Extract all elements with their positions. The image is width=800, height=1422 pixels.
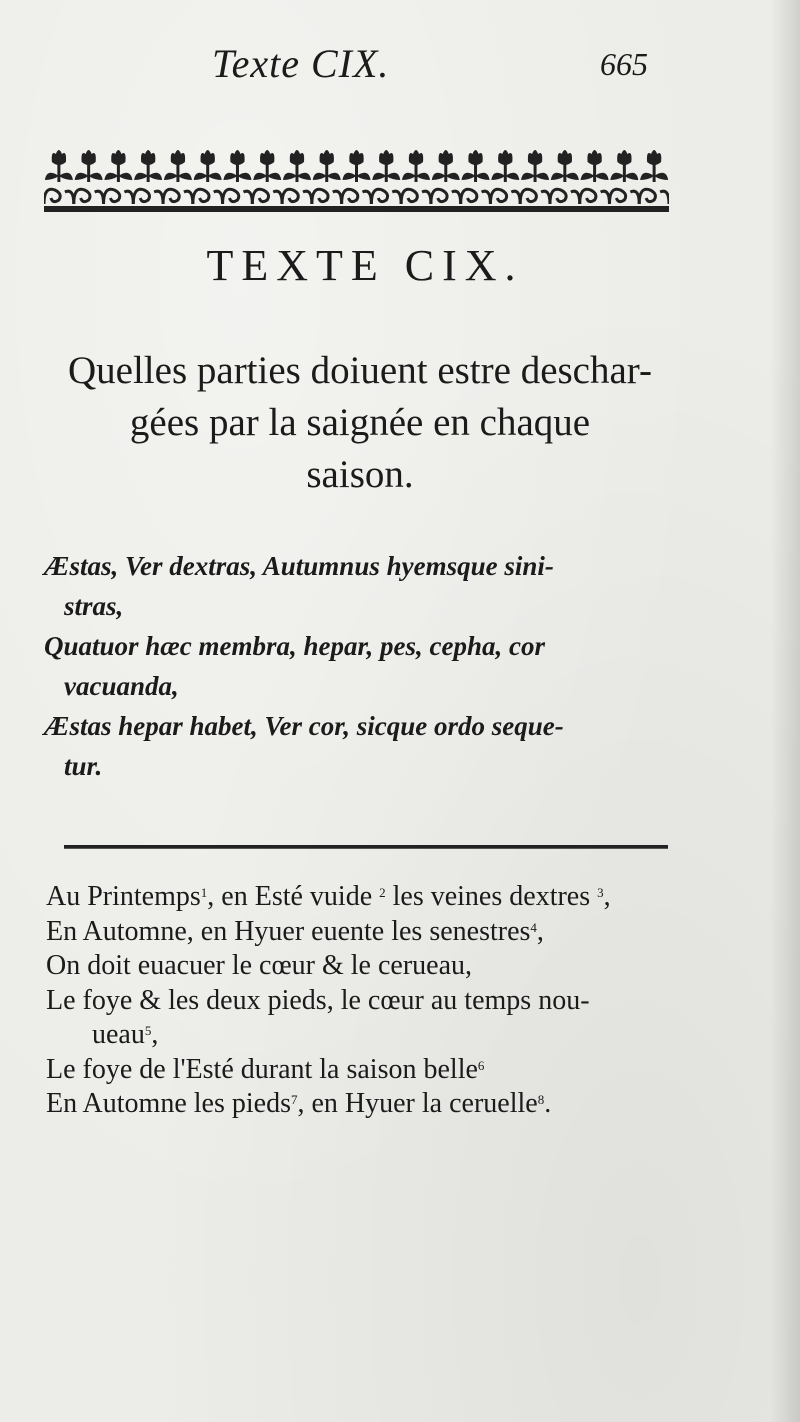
running-title: Texte CIX. xyxy=(212,41,390,86)
french-text: Le foye & les deux pieds, le cœur au temps nou- xyxy=(46,984,590,1016)
french-text: , en Hyuer la ceruelle xyxy=(297,1088,538,1119)
french-line xyxy=(46,915,696,950)
french-text: En Automne, en Hyuer euente les senestres xyxy=(46,915,531,947)
ornament-flower xyxy=(371,150,401,204)
page-number: 665 xyxy=(600,46,648,82)
french-line xyxy=(46,1053,696,1088)
latin-line: Æstas hepar habet, Ver cor, sicque ordo seque- xyxy=(44,711,564,741)
ornament-flower xyxy=(104,150,134,204)
footnote-marker: 4 xyxy=(530,919,537,935)
ornament-base-line xyxy=(44,206,669,212)
ornament-flower xyxy=(461,150,491,204)
ornament-flower xyxy=(74,150,104,204)
ornament-flower xyxy=(133,150,163,204)
ornament-flower xyxy=(580,150,610,204)
latin-line: vacuanda, xyxy=(64,671,179,701)
french-text: , xyxy=(603,881,611,912)
section-subtitle xyxy=(40,345,680,501)
ornament-flower xyxy=(193,150,223,204)
ornament-flower xyxy=(609,150,639,204)
ornament-flower xyxy=(401,150,431,204)
subtitle-line: saison. xyxy=(306,453,414,496)
ornament-flower xyxy=(223,150,253,204)
french-text: , xyxy=(536,915,544,947)
subtitle-line: gées par la saignée en chaque xyxy=(129,401,591,444)
ornament-flower xyxy=(520,150,550,204)
french-text: En Automne les pieds xyxy=(46,1088,291,1119)
latin-verse xyxy=(44,546,684,786)
ornament-flower xyxy=(342,150,372,204)
french-text: , en Esté vuide xyxy=(207,881,380,912)
ornament-flower xyxy=(163,150,193,204)
footnote-marker: 1 xyxy=(200,885,208,900)
french-line xyxy=(46,949,696,984)
french-text: , xyxy=(151,1019,159,1050)
french-line xyxy=(46,1018,696,1053)
ornament-flower xyxy=(431,150,461,204)
footnote-marker: 5 xyxy=(144,1023,152,1038)
latin-line: stras, xyxy=(64,591,124,621)
running-head xyxy=(0,40,800,100)
horizontal-rule xyxy=(64,845,668,849)
ornament-flower xyxy=(639,150,669,204)
floral-ornament-band xyxy=(44,146,669,214)
footnote-marker: 8 xyxy=(537,1092,545,1107)
french-text: Le foye de l'Esté durant la saison belle xyxy=(46,1053,478,1085)
ornament-flower xyxy=(44,150,74,204)
french-text: ueau xyxy=(92,1019,145,1050)
french-line xyxy=(46,984,696,1019)
french-text: On doit euacuer le cœur & le cerueau, xyxy=(46,950,473,981)
french-line xyxy=(46,1087,696,1122)
footnote-marker: 2 xyxy=(379,885,386,900)
ornament-flower xyxy=(282,150,312,204)
footnote-marker: 6 xyxy=(477,1057,485,1073)
latin-line: Æstas, Ver dextras, Autumnus hyemsque sini- xyxy=(44,551,554,581)
ornament-flower xyxy=(550,150,580,204)
french-text: . xyxy=(544,1088,552,1119)
latin-line: tur. xyxy=(64,751,103,781)
ornament-flower xyxy=(490,150,520,204)
section-title: TEXTE CIX. xyxy=(206,241,524,290)
french-verse xyxy=(46,880,696,1122)
french-text: Au Printemps xyxy=(46,881,201,912)
french-text: les veines dextres xyxy=(385,881,598,912)
latin-line: Quatuor hæc membra, hepar, pes, cepha, cor xyxy=(44,631,546,661)
page-edge-shadow xyxy=(770,0,800,1422)
footnote-marker: 7 xyxy=(290,1092,298,1107)
footnote-marker: 3 xyxy=(597,885,604,900)
french-line xyxy=(46,880,696,915)
ornament-flower xyxy=(312,150,342,204)
subtitle-line: Quelles parties doiuent estre deschar- xyxy=(68,349,652,392)
ornament-flower xyxy=(252,150,282,204)
